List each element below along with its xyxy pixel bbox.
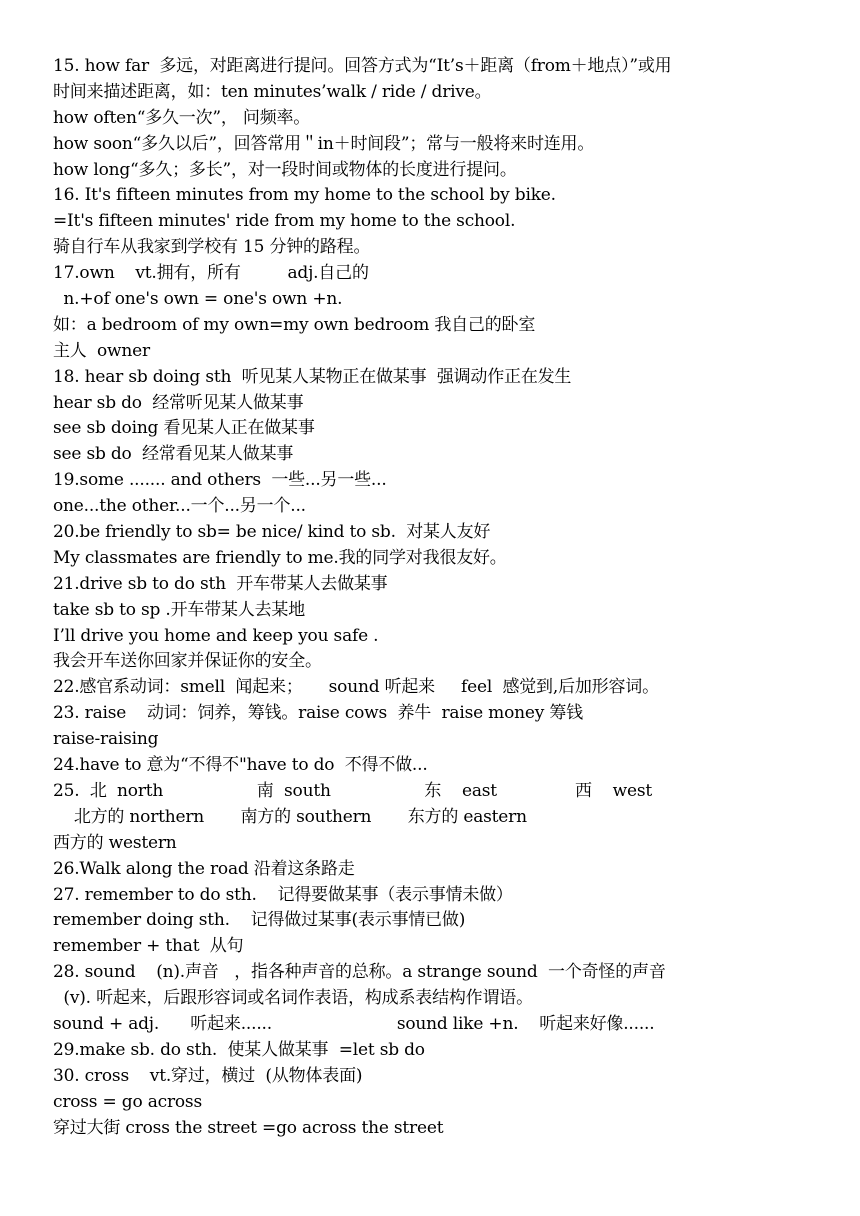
text-line: see sb do 经常看见某人做某事 xyxy=(53,444,294,465)
text-line: how soon“多久以后”，回答常用＂in＋时间段”；常与一般将来时连用。 xyxy=(53,133,595,154)
text-line: 我会开车送你回家并保证你的安全。 xyxy=(53,651,322,672)
text-line: remember doing sth. 记得做过某事(表示事情已做) xyxy=(53,910,466,931)
text-line: 20.be friendly to sb= be nice/ kind to sb. 对某人友好 xyxy=(53,522,491,543)
text-line: (v). 听起来，后跟形容词或名词作表语，构成系表结构作谓语。 xyxy=(53,988,533,1009)
text-line: 主人 owner xyxy=(53,340,150,361)
text-line: cross = go across xyxy=(53,1091,202,1112)
text-line: see sb doing 看见某人正在做某事 xyxy=(53,418,315,439)
text-line: 27. remember to do sth. 记得要做某事（表示事情未做） xyxy=(53,884,513,905)
text-line: I’ll drive you home and keep you safe . xyxy=(53,625,379,646)
text-line: 28. sound (n).声音 ，指各种声音的总称。a strange sound 一个奇怪的声音 xyxy=(53,962,666,983)
text-line: 30. cross vt.穿过，横过 (从物体表面) xyxy=(53,1065,363,1086)
text-line: 21.drive sb to do sth 开车带某人去做某事 xyxy=(53,573,388,594)
text-line: take sb to sp .开车带某人去某地 xyxy=(53,599,306,620)
text-line: how often“多久一次”， 问频率。 xyxy=(53,107,311,128)
text-line: hear sb do 经常听见某人做某事 xyxy=(53,392,304,413)
text-line: remember + that 从句 xyxy=(53,936,244,957)
text-line: 18. hear sb doing sth 听见某人某物正在做某事 强调动作正在发生 xyxy=(53,366,572,387)
text-line: n.+of one's own = one's own +n. xyxy=(53,289,343,310)
text-line: 16. It's fifteen minutes from my home to the school by bike. xyxy=(53,185,556,206)
text-line: My classmates are friendly to me.我的同学对我很友好。 xyxy=(53,547,507,568)
text-line: 骑自行车从我家到学校有 15 分钟的路程。 xyxy=(53,237,371,258)
text-line: 25. 北 north 南 south 东 east 西 west xyxy=(53,780,652,801)
document-body xyxy=(53,54,848,1141)
text-line: 15. how far 多远，对距离进行提问。回答方式为“It’s＋距离（from＋地点）”或用 xyxy=(53,56,672,76)
text-line: 北方的 northern 南方的 southern 东方的 eastern xyxy=(53,806,527,827)
text-line: 26.Walk along the road 沿着这条路走 xyxy=(53,858,355,879)
text-line: =It's fifteen minutes' ride from my home to the school. xyxy=(53,211,516,232)
text-line: how long“多久；多长”，对一段时间或物体的长度进行提问。 xyxy=(53,159,517,180)
text-line: 22.感官系动词：smell 闻起来； sound 听起来 feel 感觉到,后加形容词。 xyxy=(53,677,659,698)
text-line: raise-raising xyxy=(53,729,159,750)
text-line: 西方的 western xyxy=(53,832,177,853)
text-line: 24.have to 意为“不得不"have to do 不得不做... xyxy=(53,755,428,776)
text-line: 时间来描述距离，如：ten minutes’walk / ride / drive。 xyxy=(53,81,492,102)
text-line: sound + adj. 听起来...... sound like +n. 听起来好像...... xyxy=(53,1013,655,1034)
text-line: 17.own vt.拥有，所有 adj.自己的 xyxy=(53,263,369,284)
text-line: 19.some ....... and others 一些...另一些... xyxy=(53,470,387,491)
text-line: one...the other...一个...另一个... xyxy=(53,496,306,517)
text-line: 29.make sb. do sth. 使某人做某事 =let sb do xyxy=(53,1039,425,1060)
text-line: 如：a bedroom of my own=my own bedroom 我自己的卧室 xyxy=(53,314,536,335)
text-line: 穿过大街 cross the street =go across the street xyxy=(53,1117,444,1138)
text-line: 23. raise 动词：饲养，筹钱。raise cows 养牛 raise money 筹钱 xyxy=(53,703,583,724)
